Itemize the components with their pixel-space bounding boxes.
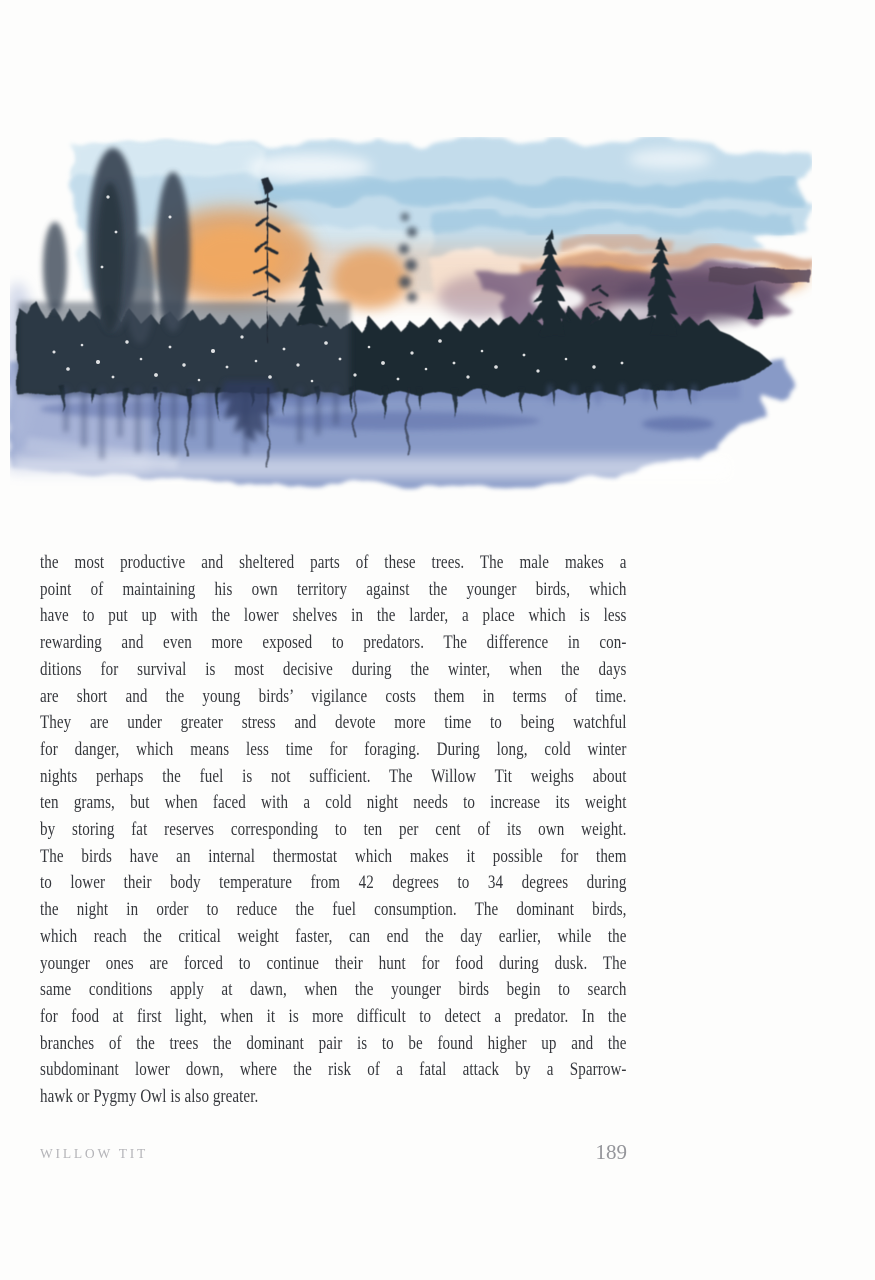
text-line: the most productive and sheltered parts of these trees. The male makes a bbox=[40, 553, 627, 573]
text-line: subdominant lower down, where the risk of a fatal attack by a Sparrow- bbox=[40, 1060, 627, 1081]
text-line: point of maintaining his own territory against the younger birds, which bbox=[40, 579, 627, 600]
text-line: which reach the critical weight faster, can end the day earlier, while the bbox=[40, 926, 627, 947]
text-line: They are under greater stress and devote more time to being watchful bbox=[40, 713, 627, 734]
text-line: The birds have an internal thermostat which makes it possible for them bbox=[40, 846, 627, 867]
text-line: by storing fat reserves corresponding to ten per cent of its own weight. bbox=[40, 820, 627, 841]
text-line: rewarding and even more exposed to predators. The difference in con- bbox=[40, 633, 627, 654]
body-paragraph bbox=[40, 550, 627, 1111]
text-line: for danger, which means less time for foraging. During long, cold winter bbox=[40, 739, 627, 760]
text-line: hawk or Pygmy Owl is also greater. bbox=[40, 1087, 259, 1108]
text-line: for food at first light, when it is more difficult to detect a predator. In the bbox=[40, 1006, 627, 1027]
text-line: ditions for survival is most decisive during the winter, when the days bbox=[40, 659, 627, 680]
text-line: the night in order to reduce the fuel consumption. The dominant birds, bbox=[40, 900, 627, 921]
text-line: ten grams, but when faced with a cold night needs to increase its weight bbox=[40, 793, 627, 814]
page-number: 189 bbox=[595, 1140, 627, 1164]
text-line: to lower their body temperature from 42 degrees to 34 degrees during bbox=[40, 873, 627, 894]
text-line: branches of the trees the dominant pair is to be found higher up and the bbox=[40, 1033, 627, 1054]
text-line: nights perhaps the fuel is not sufficient. The Willow Tit weighs about bbox=[40, 766, 627, 787]
watercolor-winter-forest-illustration bbox=[10, 137, 812, 493]
text-line: are short and the young birds’ vigilance costs them in terms of time. bbox=[40, 686, 627, 707]
text-line: same conditions apply at dawn, when the younger birds begin to search bbox=[40, 980, 627, 1001]
text-line: younger ones are forced to continue their hunt for food during dusk. The bbox=[40, 953, 627, 974]
text-line: have to put up with the lower shelves in the larder, a place which is less bbox=[40, 606, 627, 627]
running-head: WILLOW TIT bbox=[40, 1146, 149, 1161]
